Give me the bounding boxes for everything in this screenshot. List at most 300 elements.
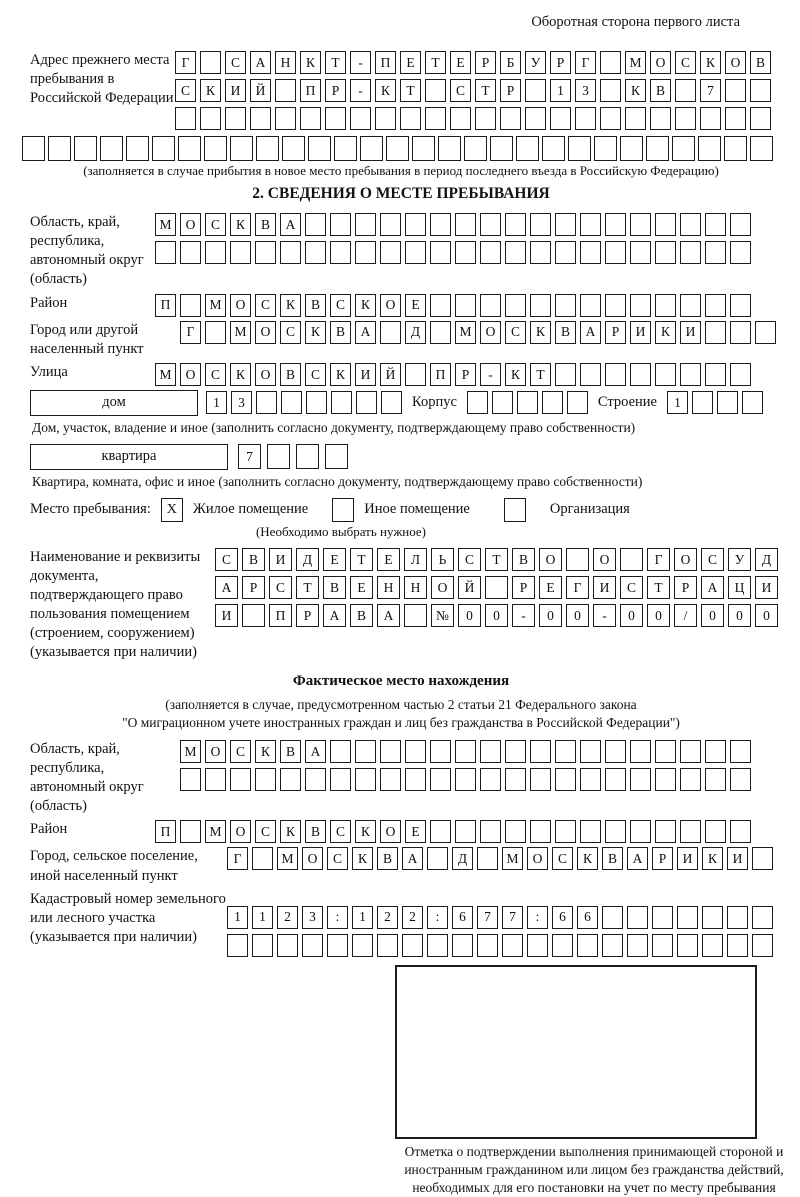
char-box[interactable]: [605, 294, 626, 317]
char-box[interactable]: [502, 934, 523, 957]
char-box[interactable]: [530, 740, 551, 763]
char-box[interactable]: С: [205, 363, 226, 386]
char-box[interactable]: [705, 740, 726, 763]
char-box[interactable]: П: [375, 51, 396, 74]
char-box[interactable]: [480, 820, 501, 843]
char-box[interactable]: Е: [405, 294, 426, 317]
char-box[interactable]: [594, 136, 617, 161]
char-box[interactable]: [480, 740, 501, 763]
char-box[interactable]: 0: [701, 604, 724, 627]
char-box[interactable]: [100, 136, 123, 161]
char-box[interactable]: С: [330, 820, 351, 843]
char-box[interactable]: И: [225, 79, 246, 102]
char-box[interactable]: [677, 934, 698, 957]
char-box[interactable]: В: [555, 321, 576, 344]
char-box[interactable]: П: [155, 820, 176, 843]
char-box[interactable]: Т: [325, 51, 346, 74]
char-box[interactable]: [555, 820, 576, 843]
char-box[interactable]: [405, 363, 426, 386]
char-box[interactable]: [580, 820, 601, 843]
char-box[interactable]: М: [205, 820, 226, 843]
char-box[interactable]: К: [255, 740, 276, 763]
char-box[interactable]: Д: [452, 847, 473, 870]
char-box[interactable]: В: [350, 604, 373, 627]
char-box[interactable]: 0: [539, 604, 562, 627]
char-box[interactable]: [605, 241, 626, 264]
char-box[interactable]: [455, 213, 476, 236]
char-box[interactable]: 7: [477, 906, 498, 929]
char-box[interactable]: [296, 444, 319, 469]
char-box[interactable]: [205, 768, 226, 791]
char-box[interactable]: [280, 768, 301, 791]
char-box[interactable]: [485, 576, 508, 599]
char-box[interactable]: А: [323, 604, 346, 627]
char-box[interactable]: [480, 294, 501, 317]
char-box[interactable]: А: [250, 51, 271, 74]
char-box[interactable]: О: [380, 294, 401, 317]
char-box[interactable]: [377, 934, 398, 957]
char-box[interactable]: [360, 136, 383, 161]
char-box[interactable]: 1: [252, 906, 273, 929]
char-box[interactable]: А: [580, 321, 601, 344]
char-box[interactable]: [480, 213, 501, 236]
char-box[interactable]: [680, 213, 701, 236]
char-box[interactable]: [505, 294, 526, 317]
char-box[interactable]: И: [677, 847, 698, 870]
char-box[interactable]: :: [427, 906, 448, 929]
char-box[interactable]: Г: [180, 321, 201, 344]
char-box[interactable]: 2: [402, 906, 423, 929]
char-box[interactable]: Е: [539, 576, 562, 599]
char-box[interactable]: [250, 107, 271, 130]
char-box[interactable]: [350, 107, 371, 130]
char-box[interactable]: [300, 107, 321, 130]
char-box[interactable]: Е: [323, 548, 346, 571]
char-box[interactable]: [205, 321, 226, 344]
char-box[interactable]: С: [230, 740, 251, 763]
char-box[interactable]: К: [230, 213, 251, 236]
char-box[interactable]: [705, 294, 726, 317]
char-box[interactable]: [412, 136, 435, 161]
char-box[interactable]: [200, 51, 221, 74]
char-box[interactable]: [427, 847, 448, 870]
char-box[interactable]: Р: [455, 363, 476, 386]
char-box[interactable]: [705, 213, 726, 236]
char-box[interactable]: К: [280, 820, 301, 843]
char-box[interactable]: [602, 934, 623, 957]
char-box[interactable]: [705, 768, 726, 791]
char-box[interactable]: [330, 241, 351, 264]
char-box[interactable]: [550, 107, 571, 130]
char-box[interactable]: Т: [425, 51, 446, 74]
char-box[interactable]: П: [430, 363, 451, 386]
char-box[interactable]: Й: [458, 576, 481, 599]
char-box[interactable]: К: [200, 79, 221, 102]
char-box[interactable]: [305, 213, 326, 236]
char-box[interactable]: 2: [377, 906, 398, 929]
char-box[interactable]: [530, 213, 551, 236]
char-box[interactable]: [425, 79, 446, 102]
char-box[interactable]: М: [502, 847, 523, 870]
char-box[interactable]: :: [327, 906, 348, 929]
char-box[interactable]: [555, 740, 576, 763]
char-box[interactable]: М: [625, 51, 646, 74]
char-box[interactable]: -: [350, 79, 371, 102]
char-box[interactable]: О: [539, 548, 562, 571]
char-box[interactable]: [605, 363, 626, 386]
char-box[interactable]: К: [625, 79, 646, 102]
char-box[interactable]: С: [175, 79, 196, 102]
char-box[interactable]: [405, 740, 426, 763]
char-box[interactable]: Н: [275, 51, 296, 74]
char-box[interactable]: О: [255, 363, 276, 386]
char-box[interactable]: О: [593, 548, 616, 571]
char-box[interactable]: [477, 847, 498, 870]
char-box[interactable]: [655, 213, 676, 236]
char-box[interactable]: [355, 740, 376, 763]
char-box[interactable]: Б: [500, 51, 521, 74]
char-box[interactable]: [380, 740, 401, 763]
char-box[interactable]: [630, 241, 651, 264]
char-box[interactable]: [680, 294, 701, 317]
char-box[interactable]: [630, 740, 651, 763]
char-box[interactable]: К: [530, 321, 551, 344]
char-box[interactable]: [725, 107, 746, 130]
char-box[interactable]: Е: [450, 51, 471, 74]
char-box[interactable]: [455, 241, 476, 264]
char-box[interactable]: А: [355, 321, 376, 344]
char-box[interactable]: О: [230, 294, 251, 317]
char-box[interactable]: [455, 768, 476, 791]
char-box[interactable]: [750, 107, 771, 130]
char-box[interactable]: [48, 136, 71, 161]
char-box[interactable]: О: [480, 321, 501, 344]
char-box[interactable]: Т: [647, 576, 670, 599]
char-box[interactable]: [652, 934, 673, 957]
char-box[interactable]: [230, 136, 253, 161]
char-box[interactable]: К: [352, 847, 373, 870]
char-box[interactable]: [730, 768, 751, 791]
char-box[interactable]: [152, 136, 175, 161]
char-box[interactable]: [430, 213, 451, 236]
char-box[interactable]: О: [230, 820, 251, 843]
char-box[interactable]: И: [727, 847, 748, 870]
char-box[interactable]: [655, 363, 676, 386]
char-box[interactable]: Т: [485, 548, 508, 571]
char-box[interactable]: [730, 321, 751, 344]
char-box[interactable]: К: [305, 321, 326, 344]
char-box[interactable]: [452, 934, 473, 957]
char-box[interactable]: 0: [755, 604, 778, 627]
char-box[interactable]: Е: [400, 51, 421, 74]
char-box[interactable]: [500, 107, 521, 130]
char-box[interactable]: [675, 107, 696, 130]
char-box[interactable]: [742, 391, 763, 414]
char-box[interactable]: С: [701, 548, 724, 571]
char-box[interactable]: Т: [400, 79, 421, 102]
char-box[interactable]: С: [255, 294, 276, 317]
char-box[interactable]: Д: [405, 321, 426, 344]
char-box[interactable]: С: [269, 576, 292, 599]
char-box[interactable]: В: [750, 51, 771, 74]
char-box[interactable]: [180, 241, 201, 264]
char-box[interactable]: О: [205, 740, 226, 763]
char-box[interactable]: :: [527, 906, 548, 929]
char-box[interactable]: [655, 294, 676, 317]
char-box[interactable]: Л: [404, 548, 427, 571]
char-box[interactable]: [438, 136, 461, 161]
char-box[interactable]: А: [701, 576, 724, 599]
char-box[interactable]: [530, 241, 551, 264]
char-box[interactable]: [325, 444, 348, 469]
char-box[interactable]: [730, 241, 751, 264]
char-box[interactable]: К: [355, 294, 376, 317]
char-box[interactable]: [750, 136, 773, 161]
char-box[interactable]: [430, 241, 451, 264]
char-box[interactable]: У: [728, 548, 751, 571]
char-box[interactable]: [490, 136, 513, 161]
char-box[interactable]: [630, 363, 651, 386]
char-box[interactable]: 6: [577, 906, 598, 929]
char-box[interactable]: Н: [377, 576, 400, 599]
char-box[interactable]: [355, 213, 376, 236]
char-box[interactable]: Ь: [431, 548, 454, 571]
char-box[interactable]: У: [525, 51, 546, 74]
char-box[interactable]: [730, 213, 751, 236]
char-box[interactable]: Й: [250, 79, 271, 102]
char-box[interactable]: [580, 213, 601, 236]
char-box[interactable]: [568, 136, 591, 161]
char-box[interactable]: [677, 906, 698, 929]
char-box[interactable]: А: [402, 847, 423, 870]
char-box[interactable]: [730, 820, 751, 843]
char-box[interactable]: [627, 934, 648, 957]
char-box[interactable]: [552, 934, 573, 957]
char-box[interactable]: О: [650, 51, 671, 74]
char-box[interactable]: [464, 136, 487, 161]
char-box[interactable]: Р: [475, 51, 496, 74]
char-box[interactable]: [280, 241, 301, 264]
other-premises-checkbox[interactable]: [332, 498, 354, 522]
char-box[interactable]: 6: [552, 906, 573, 929]
char-box[interactable]: А: [627, 847, 648, 870]
char-box[interactable]: Т: [350, 548, 373, 571]
char-box[interactable]: [516, 136, 539, 161]
char-box[interactable]: К: [375, 79, 396, 102]
char-box[interactable]: И: [593, 576, 616, 599]
char-box[interactable]: О: [527, 847, 548, 870]
char-box[interactable]: И: [680, 321, 701, 344]
char-box[interactable]: [580, 740, 601, 763]
char-box[interactable]: [542, 136, 565, 161]
char-box[interactable]: М: [455, 321, 476, 344]
char-box[interactable]: [727, 934, 748, 957]
char-box[interactable]: [126, 136, 149, 161]
char-box[interactable]: Г: [566, 576, 589, 599]
char-box[interactable]: Д: [755, 548, 778, 571]
char-box[interactable]: Р: [500, 79, 521, 102]
char-box[interactable]: О: [180, 213, 201, 236]
char-box[interactable]: [630, 213, 651, 236]
char-box[interactable]: Р: [550, 51, 571, 74]
char-box[interactable]: [155, 241, 176, 264]
char-box[interactable]: №: [431, 604, 454, 627]
char-box[interactable]: [650, 107, 671, 130]
char-box[interactable]: [655, 768, 676, 791]
char-box[interactable]: К: [300, 51, 321, 74]
char-box[interactable]: [530, 768, 551, 791]
char-box[interactable]: В: [330, 321, 351, 344]
char-box[interactable]: 2: [277, 906, 298, 929]
char-box[interactable]: В: [305, 820, 326, 843]
char-box[interactable]: Р: [605, 321, 626, 344]
char-box[interactable]: [306, 391, 327, 414]
char-box[interactable]: Р: [674, 576, 697, 599]
char-box[interactable]: [380, 241, 401, 264]
char-box[interactable]: [555, 768, 576, 791]
char-box[interactable]: /: [674, 604, 697, 627]
char-box[interactable]: [386, 136, 409, 161]
char-box[interactable]: [180, 768, 201, 791]
char-box[interactable]: [630, 768, 651, 791]
char-box[interactable]: [730, 363, 751, 386]
char-box[interactable]: [655, 740, 676, 763]
char-box[interactable]: [605, 740, 626, 763]
char-box[interactable]: [627, 906, 648, 929]
char-box[interactable]: [555, 294, 576, 317]
char-box[interactable]: [530, 820, 551, 843]
char-box[interactable]: [356, 391, 377, 414]
char-box[interactable]: [620, 548, 643, 571]
char-box[interactable]: М: [180, 740, 201, 763]
char-box[interactable]: [702, 934, 723, 957]
char-box[interactable]: [580, 241, 601, 264]
char-box[interactable]: С: [205, 213, 226, 236]
char-box[interactable]: В: [280, 363, 301, 386]
char-box[interactable]: И: [755, 576, 778, 599]
char-box[interactable]: [352, 934, 373, 957]
char-box[interactable]: [256, 136, 279, 161]
char-box[interactable]: 7: [700, 79, 721, 102]
char-box[interactable]: В: [305, 294, 326, 317]
char-box[interactable]: [430, 768, 451, 791]
char-box[interactable]: 0: [566, 604, 589, 627]
char-box[interactable]: Г: [647, 548, 670, 571]
char-box[interactable]: [22, 136, 45, 161]
char-box[interactable]: [755, 321, 776, 344]
char-box[interactable]: С: [305, 363, 326, 386]
char-box[interactable]: Г: [575, 51, 596, 74]
char-box[interactable]: [425, 107, 446, 130]
char-box[interactable]: [405, 241, 426, 264]
char-box[interactable]: [702, 906, 723, 929]
char-box[interactable]: [680, 740, 701, 763]
char-box[interactable]: -: [512, 604, 535, 627]
char-box[interactable]: В: [280, 740, 301, 763]
char-box[interactable]: [455, 820, 476, 843]
char-box[interactable]: А: [215, 576, 238, 599]
char-box[interactable]: П: [300, 79, 321, 102]
char-box[interactable]: [281, 391, 302, 414]
char-box[interactable]: [705, 321, 726, 344]
char-box[interactable]: О: [255, 321, 276, 344]
char-box[interactable]: [480, 241, 501, 264]
char-box[interactable]: О: [302, 847, 323, 870]
char-box[interactable]: [602, 906, 623, 929]
char-box[interactable]: Д: [296, 548, 319, 571]
char-box[interactable]: [752, 934, 773, 957]
char-box[interactable]: С: [505, 321, 526, 344]
char-box[interactable]: [525, 107, 546, 130]
char-box[interactable]: [380, 321, 401, 344]
char-box[interactable]: [575, 107, 596, 130]
char-box[interactable]: [475, 107, 496, 130]
char-box[interactable]: Й: [380, 363, 401, 386]
char-box[interactable]: [555, 363, 576, 386]
char-box[interactable]: [302, 934, 323, 957]
char-box[interactable]: К: [700, 51, 721, 74]
char-box[interactable]: 1: [352, 906, 373, 929]
char-box[interactable]: [380, 768, 401, 791]
char-box[interactable]: 1: [667, 391, 688, 414]
char-box[interactable]: В: [377, 847, 398, 870]
char-box[interactable]: 1: [550, 79, 571, 102]
char-box[interactable]: [717, 391, 738, 414]
char-box[interactable]: [652, 906, 673, 929]
char-box[interactable]: [402, 934, 423, 957]
char-box[interactable]: Т: [296, 576, 319, 599]
char-box[interactable]: [467, 391, 488, 414]
char-box[interactable]: [555, 213, 576, 236]
char-box[interactable]: [230, 768, 251, 791]
char-box[interactable]: [517, 391, 538, 414]
char-box[interactable]: [405, 213, 426, 236]
char-box[interactable]: [275, 79, 296, 102]
char-box[interactable]: Р: [296, 604, 319, 627]
char-box[interactable]: Е: [377, 548, 400, 571]
char-box[interactable]: 0: [458, 604, 481, 627]
char-box[interactable]: [525, 79, 546, 102]
char-box[interactable]: -: [350, 51, 371, 74]
char-box[interactable]: [580, 363, 601, 386]
char-box[interactable]: [225, 107, 246, 130]
char-box[interactable]: [505, 241, 526, 264]
char-box[interactable]: [204, 136, 227, 161]
char-box[interactable]: [600, 79, 621, 102]
char-box[interactable]: Р: [325, 79, 346, 102]
char-box[interactable]: [646, 136, 669, 161]
char-box[interactable]: [74, 136, 97, 161]
char-box[interactable]: М: [155, 363, 176, 386]
char-box[interactable]: 0: [647, 604, 670, 627]
char-box[interactable]: [705, 241, 726, 264]
char-box[interactable]: [675, 79, 696, 102]
char-box[interactable]: [600, 107, 621, 130]
char-box[interactable]: Г: [227, 847, 248, 870]
char-box[interactable]: [527, 934, 548, 957]
char-box[interactable]: [724, 136, 747, 161]
char-box[interactable]: А: [305, 740, 326, 763]
char-box[interactable]: Г: [175, 51, 196, 74]
char-box[interactable]: 3: [302, 906, 323, 929]
char-box[interactable]: [477, 934, 498, 957]
char-box[interactable]: [355, 768, 376, 791]
char-box[interactable]: Р: [512, 576, 535, 599]
char-box[interactable]: [252, 847, 273, 870]
char-box[interactable]: [404, 604, 427, 627]
char-box[interactable]: Е: [405, 820, 426, 843]
char-box[interactable]: О: [380, 820, 401, 843]
